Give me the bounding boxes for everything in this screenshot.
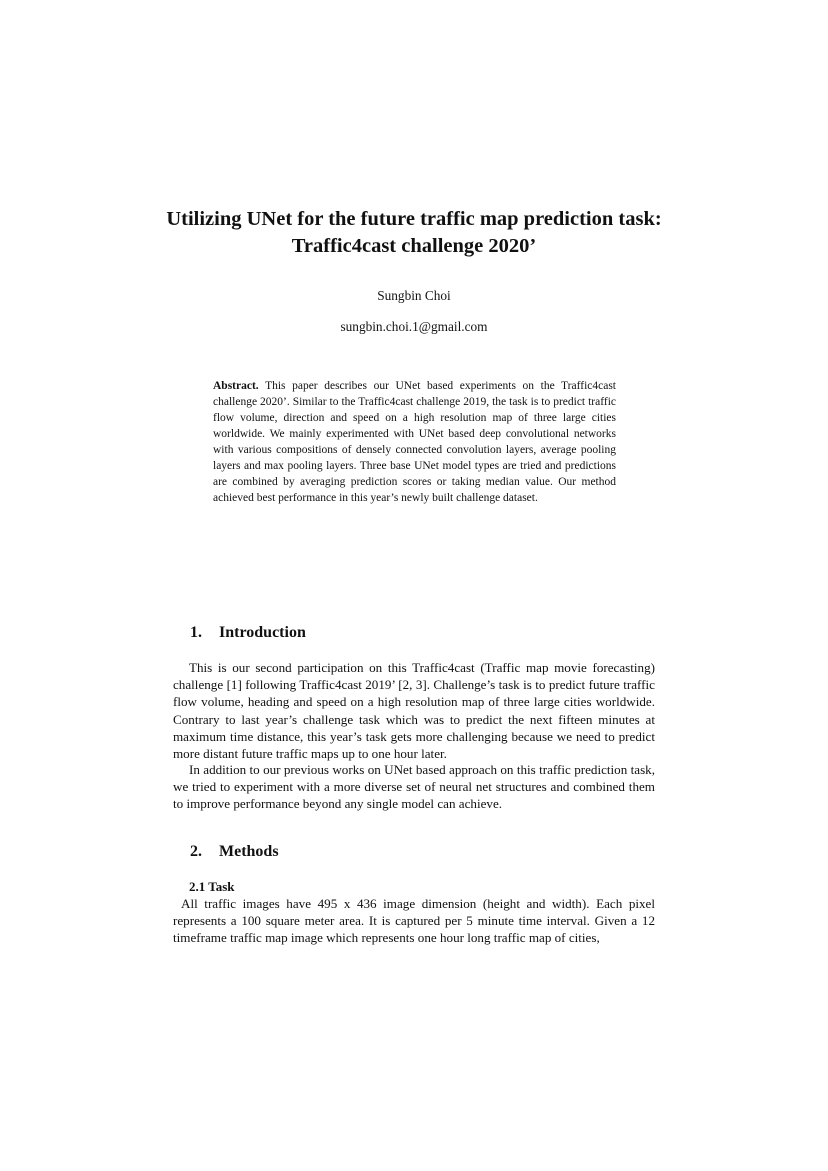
subsection-heading-task: 2.1 Task	[189, 879, 235, 894]
title-line-1: Utilizing UNet for the future traffic map prediction task:	[166, 208, 662, 230]
author-name: Sungbin Choi	[377, 288, 451, 303]
task-paragraph: All traffic images have 495 x 436 image dimension (height and width). Each pixel represents a 100 square meter area. It is captured per 5 minute time interval. Given a 12 timeframe traffic map image which represents one hour long traffic map of cities,	[173, 896, 655, 946]
section-heading-introduction	[190, 624, 306, 642]
section-title: Methods	[219, 843, 279, 860]
author-email: sungbin.choi.1@gmail.com	[340, 319, 488, 334]
abstract-text: This paper describes our UNet based experiments on the Traffic4cast challenge 2020’. Similar to the Traffic4cast challenge 2019, the task is to predict traffic flow volume, direction and speed on a high resolution map of three large cities worldwide. We mainly experimented with UNet based deep convolutional networks with various compositions of densely connected convolution layers, average pooling layers and max pooling layers. Three base UNet model types are tried and predictions are combined by averaging prediction scores or taking median value. Our method achieved best performance in this year’s newly built challenge dataset.	[213, 380, 616, 504]
paper-title	[0, 206, 828, 260]
section-title: Introduction	[219, 624, 306, 641]
abstract	[213, 378, 616, 506]
section-number: 1.	[190, 624, 202, 641]
introduction-paragraph-2: In addition to our previous works on UNet based approach on this traffic prediction task, we tried to experiment with a more diverse set of neural net structures and combined them to improve performance beyond any single model can achieve.	[173, 762, 655, 812]
title-line-2: Traffic4cast challenge 2020’	[291, 235, 537, 257]
section-heading-methods	[190, 843, 279, 861]
introduction-paragraph-1: This is our second participation on this Traffic4cast (Traffic map movie forecasting) challenge [1] following Traffic4cast 2019’ [2, 3]. Challenge’s task is to predict future traffic flow volume, heading and speed on a high resolution map of three large cities worldwide. Contrary to last year’s challenge task which was to predict the next fifteen minutes at maximum time distance, this year’s task gets more challenging because we need to predict more distant future traffic maps up to one hour later.	[173, 660, 655, 762]
section-number: 2.	[190, 843, 202, 860]
abstract-label: Abstract.	[213, 380, 259, 392]
